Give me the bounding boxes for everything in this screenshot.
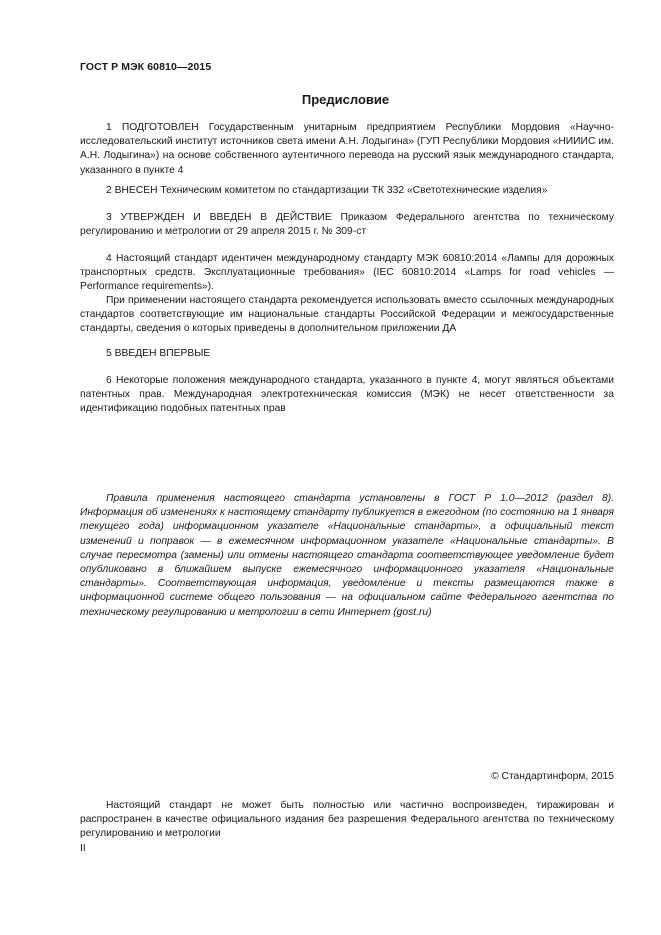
copyright: © Стандартинформ, 2015 [491,771,614,782]
page-number: II [80,843,86,854]
standard-code: ГОСТ Р МЭК 60810—2015 [80,61,212,73]
item-5-introduced: 5 ВВЕДЕН ВПЕРВЫЕ [106,348,211,359]
page-title: Предисловие [301,92,390,107]
item-3-approved: 3 УТВЕРЖДЕН И ВВЕДЕН В ДЕЙСТВИЕ Приказом Федерального агентства по техническому регулированию и метрологии от 29 апреля 2015 г. № 309-ст [80,212,614,238]
item-4-references: При применении настоящего стандарта рекомендуется использовать вместо ссылочных международных стандартов соответствующие им национальные стандарты Российской Федерации и межгосударственные стандарты, сведения о которых приведены в дополнительном приложении ДА [80,295,614,335]
item-4-identical: 4 Настоящий стандарт идентичен международному стандарту МЭК 60810:2014 «Лампы для дорожных транспортных средств. Эксплуатационные требования» (IEC 60810:2014 «Lamps for road vehicles — Performance requirements»). [80,253,614,293]
item-1-prepared: 1 ПОДГОТОВЛЕН Государственным унитарным предприятием Республики Мордовия «Научно-исследовательский институт источников света имени А.Н. Лодыгина» (ГУП Республики Мордовия «НИИИС им. А.Н. Лодыгина») на основе собственного аутентичного перевода на русский язык международного стандарта, указанного в пункте 4 [80,122,614,176]
application-notice: Правила применения настоящего стандарта установлены в ГОСТ Р 1.0—2012 (раздел 8). Информация об изменениях к настоящему стандарту публикуется в ежегодном (по состоянию на 1 января текущего года) информационном указателе «Национальные стандарты», а официальный текст изменений и поправок — в ежемесячном информационном указателе «Национальные стандарты». В случае пересмотра (замены) или отмены настоящего стандарта соответствующее уведомление будет опубликовано в ближайшем выпуске ежемесячного информационного указателя «Национальные стандарты». Соответствующая информация, уведомление и тексты размещаются также в информационной системе общего пользования — на официальном сайте Федерального агентства по техническому регулированию и метрологии в сети Интернет (gost.ru) [80,493,614,618]
reproduction-notice: Настоящий стандарт не может быть полностью или частично воспроизведен, тиражирован и распространен в качестве официального издания без разрешения Федерального агентства по техническому регулированию и метрологии [80,800,614,840]
item-6-patents: 6 Некоторые положения международного стандарта, указанного в пункте 4, могут являться объектами патентных прав. Международная электротехническая комиссия (МЭК) не несет ответственности за идентификацию подобных патентных прав [80,375,614,415]
item-2-submitted: 2 ВНЕСЕН Техническим комитетом по стандартизации ТК 332 «Светотехнические изделия» [106,185,548,196]
